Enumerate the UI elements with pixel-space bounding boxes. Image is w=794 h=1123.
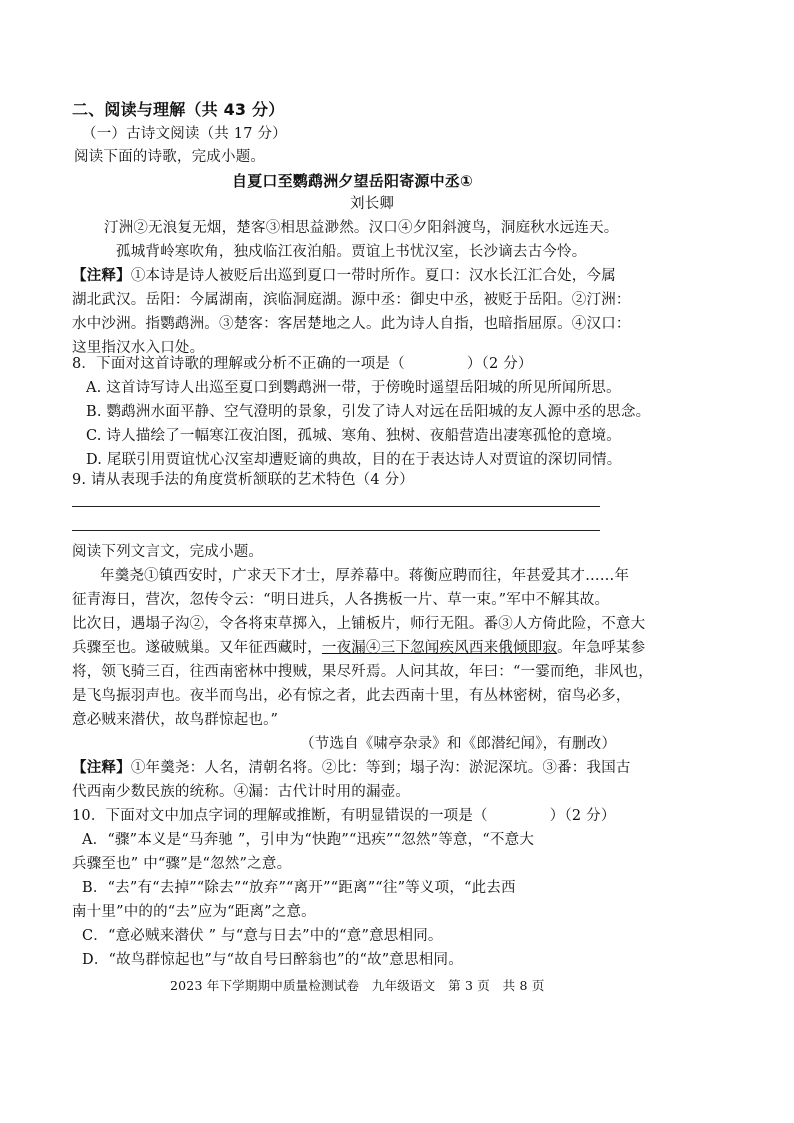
q10-option-a-line-1: A．“骤”本义是“马奔驰 ”，引申为“快跑”“迅疾”“忽然”等意，“不意大 xyxy=(82,832,535,848)
q10-stem xyxy=(72,806,616,826)
poem-line-2: 孤城背岭寒吹角，独戍临江夜泊船。贾谊上书忧汉室，长沙谪去古今怜。 xyxy=(116,244,587,260)
poem-note-line-2: 湖北武汉。岳阳：今属湖南，滨临洞庭湖。源中丞：御史中丞，被贬于岳阳。②汀洲： xyxy=(72,292,631,308)
passage-line-7: 意必贼来潜伏，故鸟群惊起也。” xyxy=(72,712,279,728)
passage-note-text-1: ①年羹尧：人名，清朝名将。②比：等到；塌子沟：淤泥深坑。③番：我国古 xyxy=(130,760,631,776)
passage-line-4-end: 。年急呼某参 xyxy=(557,640,646,656)
poem-note-line-3: 水中沙洲。指鹦鹉洲。③楚客：客居楚地之人。此为诗人自指，也暗指屈原。④汉口： xyxy=(72,316,631,332)
passage-instruction: 阅读下列文言文，完成小题。 xyxy=(72,544,264,560)
passage-line-5: 将，领飞骑三百，往西南密林中搜贼，果尽歼焉。人问其故，年曰：“一霎而绝，非风也， xyxy=(72,664,653,680)
q10-option-c: C．“意必贼来潜伏 ” 与“意与日去”中的“意”意思相同。 xyxy=(82,928,443,944)
section-subtitle: （一）古诗文阅读（共 17 分） xyxy=(82,126,287,142)
q8-option-d: D. 尾联引用贾谊忧心汉室却遭贬谪的典故，目的在于表达诗人对贾谊的深切同情。 xyxy=(86,452,622,468)
q10-option-b-line-2: 南十里”中的的“去”应为“距离”之意。 xyxy=(72,904,316,920)
q8-stem-points: ）（2 分） xyxy=(466,356,533,372)
q9-answer-line-2[interactable] xyxy=(72,530,600,531)
q10-option-d: D．“故鸟群惊起也”与“故自号曰醉翁也”的“故”意思相同。 xyxy=(82,952,463,968)
page-footer: 2023 年下学期期中质量检测试卷 九年级语文 第 3 页 共 8 页 xyxy=(170,978,545,993)
poem-note-line-4: 这里指汉水入口处。 xyxy=(72,340,205,356)
poem-author: 刘长卿 xyxy=(350,196,395,212)
passage-note-label: 【注释】 xyxy=(72,759,131,776)
passage-line-4 xyxy=(72,638,645,658)
q10-option-a-line-2: 兵骤至也” 中“骤”是“忽然”之意。 xyxy=(72,856,292,872)
poem-line-1: 汀洲②无浪复无烟，楚客③相思益渺然。汉口④夕阳斜渡鸟，洞庭秋水远连天。 xyxy=(104,220,619,236)
passage-line-4-start: 兵骤至也。遂破贼巢。又年征西藏时， xyxy=(72,640,322,656)
passage-note-line-1 xyxy=(72,758,631,778)
q8-option-c: C. 诗人描绘了一幅寒江夜泊图，孤城、寒角、独树、夜船营造出凄寒孤怆的意境。 xyxy=(86,428,621,444)
passage-line-1: 年羹尧①镇西安时，广求天下才士，厚养幕中。蒋衡应聘而往，年甚爱其才……年 xyxy=(100,568,630,584)
q8-stem xyxy=(72,354,533,374)
poem-title: 自夏口至鹦鹉洲夕望岳阳寄源中丞① xyxy=(232,172,473,190)
q9-answer-line-1[interactable] xyxy=(72,506,600,507)
passage-underlined-sentence: 一夜漏④三下忽闻疾风西来俄倾即寂 xyxy=(321,640,558,656)
q8-stem-text: 8．下面对这首诗歌的理解或分析不正确的一项是（ xyxy=(72,356,405,372)
poem-note-line-1 xyxy=(72,266,616,286)
passage-line-2: 征青海日，营次，忽传令云：“明日进兵，人各携板一片、草一束。”军中不解其故。 xyxy=(72,592,610,608)
q10-option-b-line-1: B．“去”有“去掉”“除去”“放弃”“离开”“距离”“往”等义项，“此去西 xyxy=(82,880,516,896)
q10-stem-text: 10．下面对文中加点字词的理解或推断，有明显错误的一项是（ xyxy=(72,808,488,824)
q8-option-a: A. 这首诗写诗人出巡至夏口到鹦鹉洲一带，于傍晚时遥望岳阳城的所见所闻所思。 xyxy=(86,380,621,396)
passage-note-line-2: 代西南少数民族的统称。④漏：古代计时用的漏壶。 xyxy=(72,784,411,800)
passage-source: （节选自《啸亭杂录》和《郎潜纪闻》，有删改） xyxy=(300,736,617,752)
q8-option-b: B. 鹦鹉洲水面平静、空气澄明的景象，引发了诗人对远在岳阳城的友人源中丞的思念。 xyxy=(86,404,651,420)
section-title: 二、阅读与理解（共 43 分） xyxy=(72,100,285,119)
q9-stem: 9. 请从表现手法的角度赏析颔联的艺术特色（4 分） xyxy=(72,472,414,488)
poem-note-label: 【注释】 xyxy=(72,267,131,284)
section-instruction: 阅读下面的诗歌，完成小题。 xyxy=(74,149,266,165)
poem-note-text-1: ①本诗是诗人被贬后出巡到夏口一带时所作。夏口：汉水长江汇合处，今属 xyxy=(130,268,616,284)
passage-line-3: 比次日，遇塌子沟②，令各将束草掷入，上铺板片，师行无阻。番③人方倚此险，不意大 xyxy=(72,616,646,632)
q10-stem-points: ）（2 分） xyxy=(549,808,616,824)
passage-line-6: 是飞鸟振羽声也。夜半而鸟出，必有惊之者，此去西南十里，有丛林密树，宿鸟必多， xyxy=(72,688,631,704)
